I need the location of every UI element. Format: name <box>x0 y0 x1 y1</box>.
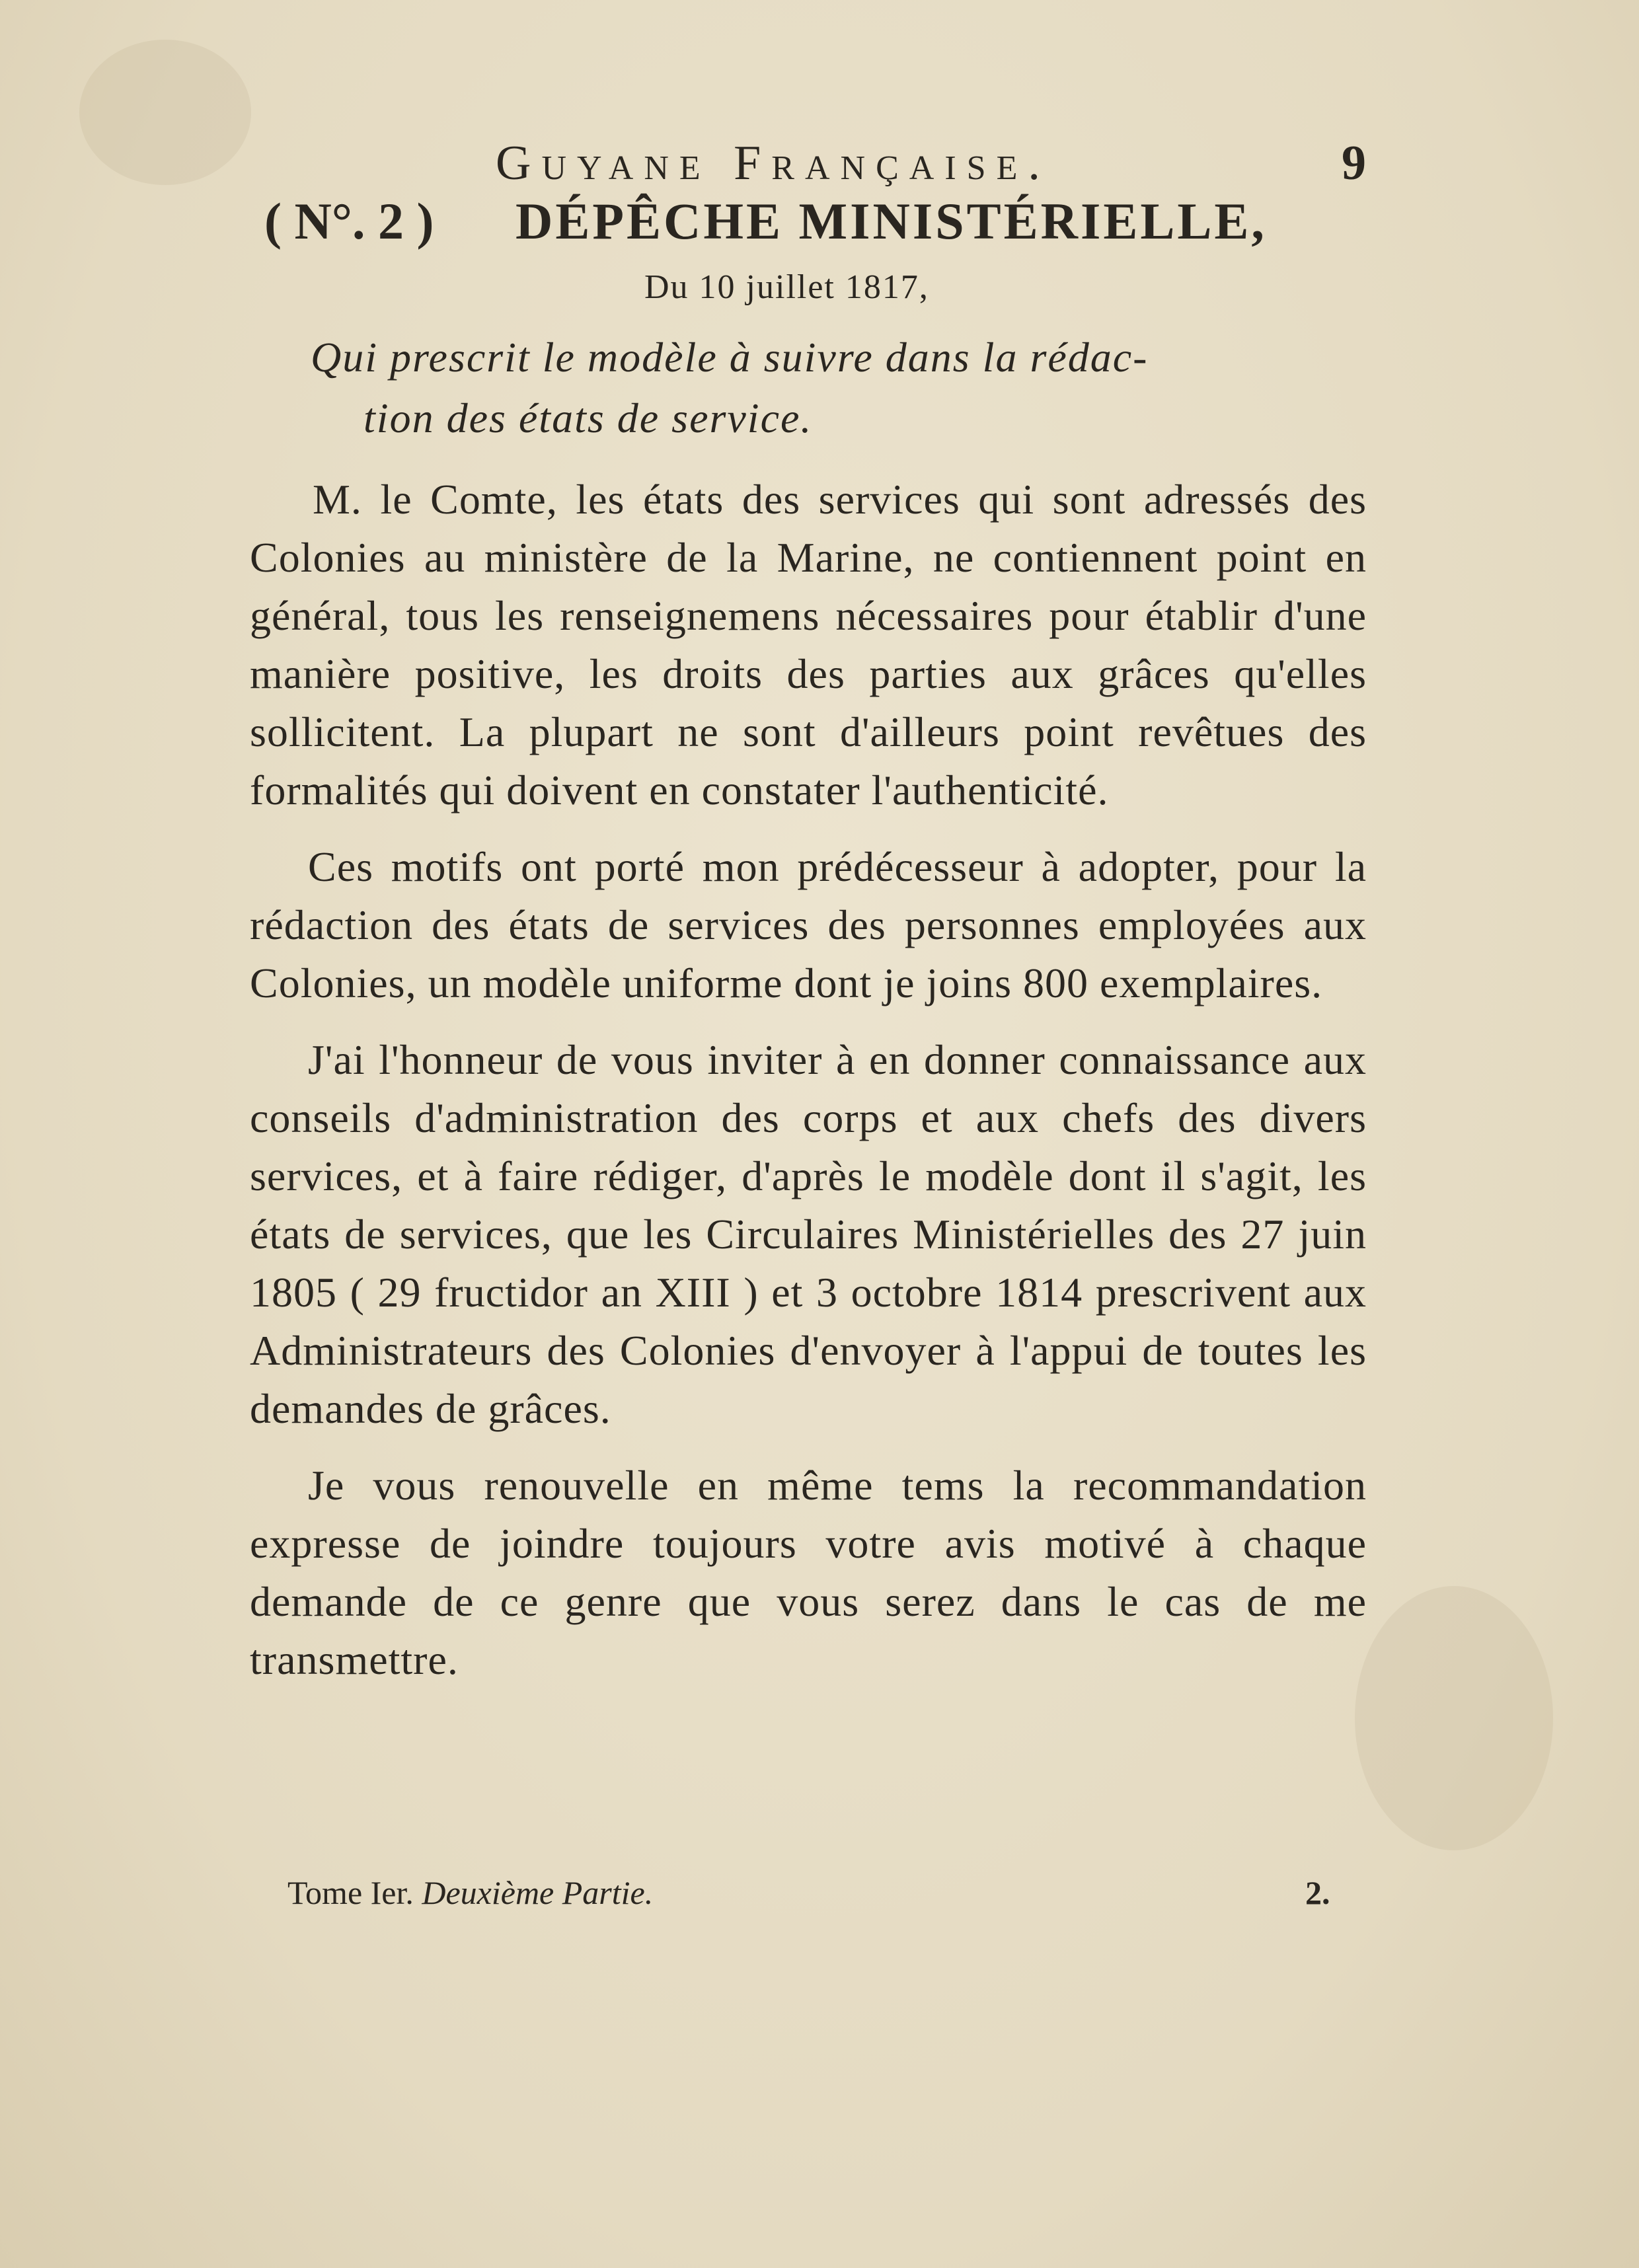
paragraph-2: Ces motifs ont porté mon prédécesseur à adopter, pour la rédaction des états de services des personnes employées aux Colonies, un modèle uniforme dont je joins 800 exemplaires. <box>250 843 1367 1006</box>
dispatch-title: DÉPÊCHE MINISTÉRIELLE, <box>515 192 1267 250</box>
part-label: Deuxième Partie. <box>422 1874 654 1911</box>
paragraph-1: M. le Comte, les états des services qui sont adressés des Colonies au ministère de la Marine, ne contiennent point en général, tous les renseignemens nécessaires pour établir d'une manière positive, les droits des parties aux grâces qu'elles sollicitent. La plupart ne sont d'ailleurs point revêtues des formalités qui doivent en constater l'authenticité. <box>250 476 1367 813</box>
paragraph-3: J'ai l'honneur de vous inviter à en donner connaissance aux conseils d'administration des corps et aux chefs des divers services, et à faire rédiger, d'après le modèle dont il s'agit, les états de services, que les Circulaires Ministérielles des 27 juin 1805 ( 29 fructidor an XIII ) et 3 octobre 1814 prescrivent aux Administrateurs des Colonies d'envoyer à l'appui de toutes les demandes de grâces. <box>250 1036 1367 1432</box>
paragraph-4: Je vous renouvelle en même tems la recommandation expresse de joindre toujours votre avis motivé à chaque demande de ce genre que vous serez dans le cas de me transmettre. <box>250 1462 1367 1683</box>
dispatch-number: ( N°. 2 ) <box>264 192 434 250</box>
footer-volume <box>287 1873 653 1912</box>
paper-stain <box>1355 1586 1553 1850</box>
page-number: 9 <box>1342 136 1366 190</box>
running-head: Guyane Française. <box>496 136 1051 190</box>
paper-stain <box>79 40 251 185</box>
subject-line-2: tion des états de service. <box>363 395 813 441</box>
dispatch-subject <box>311 327 1375 449</box>
volume-label: Tome Ier. <box>287 1874 414 1911</box>
signature-mark: 2. <box>1305 1874 1330 1911</box>
subject-line-1: Qui prescrit le modèle à suivre dans la rédac- <box>311 334 1149 381</box>
dispatch-date: Du 10 juillet 1817, <box>644 268 929 306</box>
body-text <box>250 471 1367 1708</box>
